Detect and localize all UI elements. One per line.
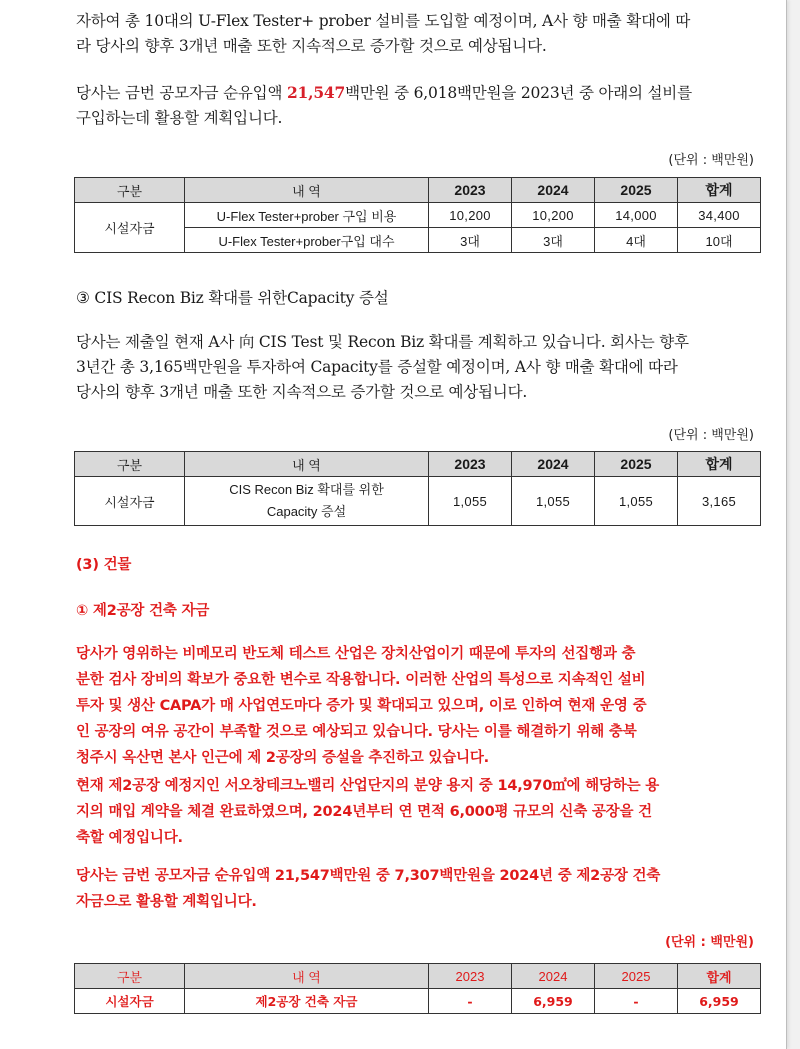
cis-paragraph — [76, 330, 766, 405]
building-p3-line: 당사는 금번 공모자금 순유입액 21,547백만원 중 7,307백만원을 2024년 중 제2공장 건축 — [76, 868, 661, 884]
building-p1-line: 청주시 옥산면 본사 인근에 제 2공장의 증설을 추진하고 있습니다. — [76, 750, 489, 766]
building-paragraph-2 — [76, 773, 766, 851]
table2 — [74, 451, 761, 526]
table1 — [74, 177, 761, 253]
table-cell: 제2공장 건축 자금 — [185, 989, 429, 1014]
building-p3-line: 자금으로 활용할 계획입니다. — [76, 894, 257, 910]
table3-header-category: 구분 — [75, 964, 185, 989]
table-cell: 3대 — [429, 228, 512, 253]
fund-amount-highlight: 21,547 — [286, 83, 346, 102]
building-subheading: ① 제2공장 건축 자금 — [76, 603, 210, 619]
table3-header-2023: 2023 — [429, 964, 512, 989]
table3-category-cell: 시설자금 — [75, 989, 185, 1014]
fund-line-1-b: 백만원 중 6,018백만원을 2023년 중 아래의 설비를 — [345, 84, 692, 102]
table2-unit: (단위 : 백만원) — [668, 428, 754, 443]
building-paragraph-3 — [76, 863, 766, 915]
table1-header-2024: 2024 — [512, 178, 595, 203]
table2-header-row — [75, 452, 761, 477]
table3-header-2025: 2025 — [595, 964, 678, 989]
table-cell: U-Flex Tester+prober구입 대수 — [185, 228, 429, 253]
table1-header-category: 구분 — [75, 178, 185, 203]
intro-line-1: 자하여 총 10대의 U-Flex Tester+ prober 설비를 도입할 예정이며, A사 향 매출 확대에 따 — [76, 12, 691, 30]
building-p1-line: 분한 검사 장비의 확보가 중요한 변수로 작용합니다. 이러한 산업의 특성으로 지속적인 설비 — [76, 672, 646, 688]
table-cell: - — [429, 989, 512, 1014]
building-p1-line: 인 공장의 여유 공간이 부족할 것으로 예상되고 있습니다. 당사는 이를 해결하기 위해 충북 — [76, 724, 637, 740]
table-row — [75, 477, 761, 526]
table-cell: 10,200 — [512, 203, 595, 228]
table2-item-line-1: CIS Recon Biz 확대를 위한 — [229, 482, 384, 497]
table-cell: 3,165 — [678, 477, 761, 526]
table-cell: 10,200 — [429, 203, 512, 228]
section-heading-cis: ③ CIS Recon Biz 확대를 위한Capacity 증설 — [76, 289, 389, 307]
table1-header-total: 합계 — [678, 178, 761, 203]
fund-paragraph — [76, 80, 766, 131]
table-row — [75, 203, 761, 228]
table3-header-total: 합계 — [678, 964, 761, 989]
cis-line-1: 당사는 제출일 현재 A사 向 CIS Test 및 Recon Biz 확대를 계획하고 있습니다. 회사는 향후 — [76, 333, 689, 351]
table-cell: 6,959 — [512, 989, 595, 1014]
table-cell: 4대 — [595, 228, 678, 253]
table1-category-cell: 시설자금 — [75, 203, 185, 253]
table2-header-2023: 2023 — [429, 452, 512, 477]
building-p1-line: 투자 및 생산 CAPA가 매 사업연도마다 증가 및 확대되고 있으며, 이로 인하여 현재 운영 중 — [76, 698, 647, 714]
table1-header-detail: 내 역 — [185, 178, 429, 203]
building-p2-line: 지의 매입 계약을 체결 완료하였으며, 2024년부터 연 면적 6,000평 규모의 신축 공장을 건 — [76, 804, 652, 820]
table-cell: 10대 — [678, 228, 761, 253]
table-cell: 3대 — [512, 228, 595, 253]
table2-header-2025: 2025 — [595, 452, 678, 477]
building-p2-line: 현재 제2공장 예정지인 서오창테크노밸리 산업단지의 분양 용지 중 14,970㎡에 해당하는 용 — [76, 778, 660, 794]
table1-header-2023: 2023 — [429, 178, 512, 203]
fund-line-1 — [76, 80, 766, 106]
building-paragraph-1 — [76, 641, 766, 771]
table-cell: 1,055 — [429, 477, 512, 526]
building-p2-line: 축할 예정입니다. — [76, 830, 183, 846]
table-cell: 6,959 — [678, 989, 761, 1014]
table-row — [75, 989, 761, 1014]
cis-line-2: 3년간 총 3,165백만원을 투자하여 Capacity를 증설할 예정이며, A사 향 매출 확대에 따라 — [76, 358, 678, 376]
table1-unit: (단위 : 백만원) — [668, 153, 754, 168]
intro-line-2: 라 당사의 향후 3개년 매출 또한 지속적으로 증가할 것으로 예상됩니다. — [76, 37, 547, 55]
table-cell: 34,400 — [678, 203, 761, 228]
table-cell: 14,000 — [595, 203, 678, 228]
fund-line-2: 구입하는데 활용할 계획입니다. — [76, 109, 283, 127]
table3-header-2024: 2024 — [512, 964, 595, 989]
table-cell: 1,055 — [512, 477, 595, 526]
intro-paragraph — [76, 9, 766, 59]
cis-line-3: 당사의 향후 3개년 매출 또한 지속적으로 증가할 것으로 예상됩니다. — [76, 383, 528, 401]
table2-header-detail: 내 역 — [185, 452, 429, 477]
table3-unit: (단위 : 백만원) — [665, 935, 754, 950]
table2-header-total: 합계 — [678, 452, 761, 477]
table1-header-2025: 2025 — [595, 178, 678, 203]
table2-header-category: 구분 — [75, 452, 185, 477]
building-heading: (3) 건물 — [76, 557, 132, 573]
table2-item-line-2: Capacity 증설 — [266, 504, 347, 519]
table3-header-detail: 내 역 — [185, 964, 429, 989]
table3 — [74, 963, 761, 1014]
building-p1-line: 당사가 영위하는 비메모리 반도체 테스트 산업은 장치산업이기 때문에 투자의 선집행과 충 — [76, 646, 636, 662]
table-cell: 1,055 — [595, 477, 678, 526]
table-cell: U-Flex Tester+prober 구입 비용 — [185, 203, 429, 228]
table-cell: - — [595, 989, 678, 1014]
table2-category-cell: 시설자금 — [75, 477, 185, 526]
table3-header-row — [75, 964, 761, 989]
table2-header-2024: 2024 — [512, 452, 595, 477]
fund-line-1-a: 당사는 금번 공모자금 순유입액 — [76, 84, 287, 102]
table1-header-row — [75, 178, 761, 203]
table2-item-cell — [185, 477, 429, 526]
